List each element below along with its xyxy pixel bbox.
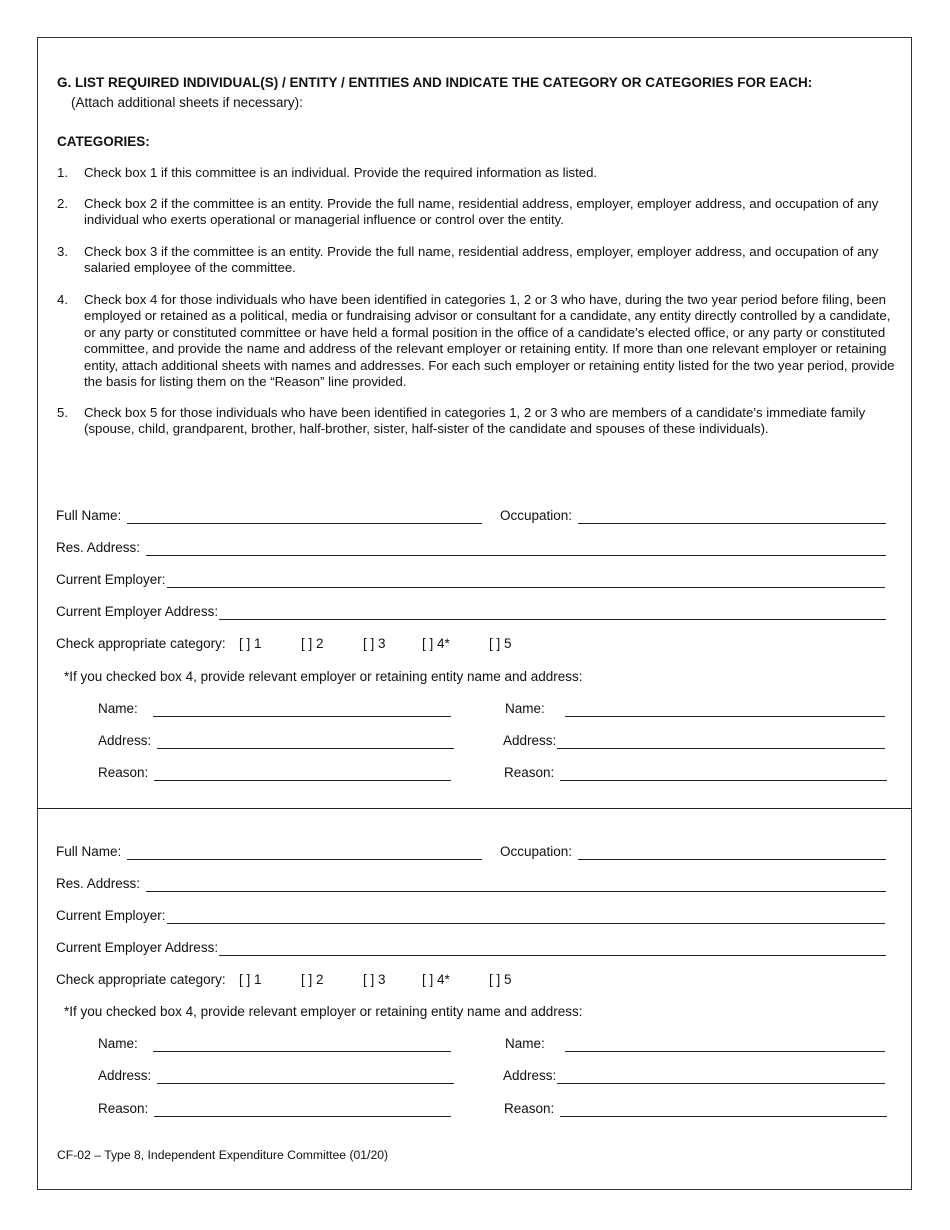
current-employer-line[interactable]	[167, 575, 885, 588]
name-field-left-2[interactable]	[98, 1036, 451, 1052]
reason-field-right-2[interactable]	[504, 1101, 887, 1117]
res-address-line[interactable]	[146, 543, 886, 556]
address-label: Address:	[98, 1068, 152, 1083]
address-field-left-2[interactable]	[98, 1068, 454, 1084]
occupation-line[interactable]	[578, 511, 886, 524]
instruction-text: Check box 3 if the committee is an entity. Provide the full name, residential address, employer, employer address, and occupation of any salaried employee of the committee.	[84, 244, 879, 276]
name-line[interactable]	[565, 1039, 885, 1052]
address-line[interactable]	[157, 736, 454, 749]
address-line[interactable]	[557, 1071, 885, 1084]
box4-note-1: *If you checked box 4, provide relevant employer or retaining entity name and address:	[64, 669, 583, 684]
box4-note-2: *If you checked box 4, provide relevant employer or retaining entity name and address:	[64, 1004, 583, 1019]
reason-label: Reason:	[504, 765, 555, 780]
name-line[interactable]	[565, 704, 885, 717]
reason-field-left-2[interactable]	[98, 1101, 451, 1117]
name-label: Name:	[505, 701, 545, 716]
checkbox-5[interactable]: [ ] 5	[489, 972, 512, 987]
section-heading: G. LIST REQUIRED INDIVIDUAL(S) / ENTITY / ENTITIES AND INDICATE THE CATEGORY OR CATEGORIES FOR EACH:	[57, 75, 813, 90]
instruction-text: Check box 5 for those individuals who have been identified in categories 1, 2 or 3 who are members of a candidate’s immediate family (spouse, child, grandparent, brother, half-brother, sister, half-sister of the candidate and spouses of these individuals).	[84, 405, 866, 437]
instruction-text: Check box 4 for those individuals who have been identified in categories 1, 2 or 3 who have, during the two year period before filing, been employed or retained as a political, media or fundraising advisor or consultant for a candidate, any entity directly controlled by a candidate, or any party or constituted committee or have held a formal position in the office of a candidate’s elected office, or any party or constituted committee, and provide the name and address of the relevant employer or retaining entity. If more than one relevant employer or retaining entity, attach additional sheets with names and addresses. For each such employer or retaining entity listed for the two year period, provide the basis for listing them on the “Reason” line provided.	[84, 292, 895, 390]
reason-line[interactable]	[560, 1104, 887, 1117]
occupation-line[interactable]	[578, 847, 886, 860]
full-name-field-1[interactable]	[56, 508, 482, 524]
address-label: Address:	[503, 1068, 557, 1083]
occupation-label: Occupation:	[500, 844, 573, 859]
current-employer-label: Current Employer:	[56, 908, 166, 923]
section-divider	[37, 808, 912, 809]
reason-field-left-1[interactable]	[98, 765, 451, 781]
employer-address-label: Current Employer Address:	[56, 604, 219, 619]
employer-address-field-1[interactable]	[56, 604, 886, 620]
category-label-1: Check appropriate category:	[56, 636, 226, 651]
current-employer-label: Current Employer:	[56, 572, 166, 587]
occupation-field-2[interactable]	[500, 844, 886, 860]
reason-line[interactable]	[154, 1104, 451, 1117]
checkbox-5[interactable]: [ ] 5	[489, 636, 512, 651]
instruction-number: 5.	[57, 405, 68, 420]
employer-address-label: Current Employer Address:	[56, 940, 219, 955]
instruction-number: 2.	[57, 196, 68, 211]
name-field-right-2[interactable]	[505, 1036, 885, 1052]
address-line[interactable]	[157, 1071, 454, 1084]
checkbox-4[interactable]: [ ] 4*	[422, 972, 450, 987]
address-label: Address:	[503, 733, 557, 748]
address-label: Address:	[98, 733, 152, 748]
instruction-text: Check box 1 if this committee is an individual. Provide the required information as listed.	[84, 165, 598, 180]
checkbox-1[interactable]: [ ] 1	[239, 636, 262, 651]
instruction-number: 4.	[57, 292, 68, 307]
name-label: Name:	[98, 701, 138, 716]
employer-address-field-2[interactable]	[56, 940, 886, 956]
attach-note: (Attach additional sheets if necessary):	[71, 95, 303, 110]
employer-address-line[interactable]	[219, 943, 886, 956]
full-name-line[interactable]	[127, 847, 482, 860]
current-employer-field-1[interactable]	[56, 572, 885, 588]
occupation-label: Occupation:	[500, 508, 573, 523]
category-label-2: Check appropriate category:	[56, 972, 226, 987]
name-field-right-1[interactable]	[505, 701, 885, 717]
current-employer-field-2[interactable]	[56, 908, 885, 924]
reason-label: Reason:	[504, 1101, 555, 1116]
instruction-2	[57, 196, 897, 229]
name-line[interactable]	[153, 1039, 451, 1052]
instruction-1	[57, 165, 897, 181]
reason-label: Reason:	[98, 1101, 149, 1116]
occupation-field-1[interactable]	[500, 508, 886, 524]
checkbox-3[interactable]: [ ] 3	[363, 972, 386, 987]
name-label: Name:	[505, 1036, 545, 1051]
res-address-label: Res. Address:	[56, 540, 141, 555]
instruction-text: Check box 2 if the committee is an entity. Provide the full name, residential address, employer, employer address, and occupation of any individual who exerts operational or managerial influence or control over the entity.	[84, 196, 879, 228]
name-field-left-1[interactable]	[98, 701, 451, 717]
employer-address-line[interactable]	[219, 607, 886, 620]
categories-title: CATEGORIES:	[57, 134, 150, 149]
checkbox-2[interactable]: [ ] 2	[301, 636, 324, 651]
name-line[interactable]	[153, 704, 451, 717]
full-name-label: Full Name:	[56, 508, 122, 523]
address-field-left-1[interactable]	[98, 733, 454, 749]
res-address-field-2[interactable]	[56, 876, 886, 892]
instruction-3	[57, 244, 897, 277]
form-footer: CF-02 – Type 8, Independent Expenditure Committee (01/20)	[57, 1148, 389, 1162]
name-label: Name:	[98, 1036, 138, 1051]
res-address-line[interactable]	[146, 879, 886, 892]
res-address-label: Res. Address:	[56, 876, 141, 891]
instruction-number: 3.	[57, 244, 68, 259]
full-name-label: Full Name:	[56, 844, 122, 859]
current-employer-line[interactable]	[167, 911, 885, 924]
full-name-field-2[interactable]	[56, 844, 482, 860]
address-field-right-2[interactable]	[503, 1068, 885, 1084]
res-address-field-1[interactable]	[56, 540, 886, 556]
checkbox-3[interactable]: [ ] 3	[363, 636, 386, 651]
reason-field-right-1[interactable]	[504, 765, 887, 781]
instruction-5	[57, 405, 897, 438]
checkbox-2[interactable]: [ ] 2	[301, 972, 324, 987]
reason-label: Reason:	[98, 765, 149, 780]
reason-line[interactable]	[154, 768, 451, 781]
instruction-number: 1.	[57, 165, 68, 180]
reason-line[interactable]	[560, 768, 887, 781]
full-name-line[interactable]	[127, 511, 482, 524]
address-line[interactable]	[557, 736, 885, 749]
address-field-right-1[interactable]	[503, 733, 885, 749]
checkbox-1[interactable]: [ ] 1	[239, 972, 262, 987]
instruction-4	[57, 292, 897, 390]
checkbox-4[interactable]: [ ] 4*	[422, 636, 450, 651]
